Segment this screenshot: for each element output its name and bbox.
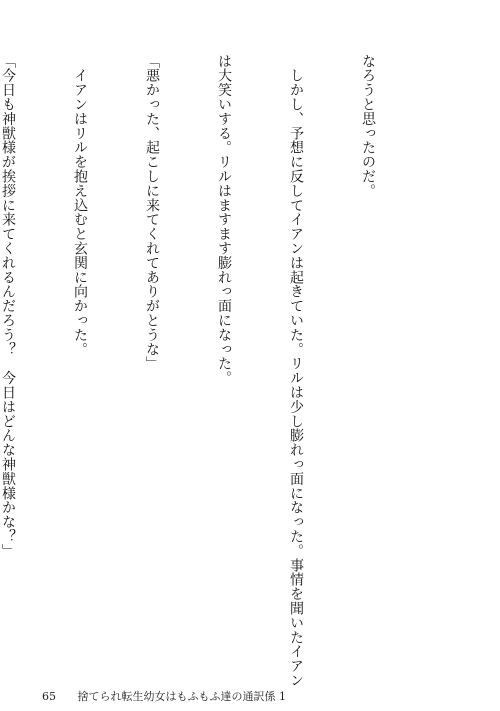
text-line: しかし、予想に反してイアンは起きていた。リルは少し膨れっ面になった。事情を聞いたイアン: [288, 54, 304, 688]
text-line: イアンはリルを抱え込むと玄関に向かった。: [72, 54, 88, 357]
running-title: 捨てられ転生幼女はもふもふ達の通訳係 1: [77, 690, 286, 703]
body-text: [0, 54, 428, 688]
text-line: は大笑いする。リルはますます膨れっ面になった。: [216, 54, 232, 386]
text-line: 「今日も神獣様が挨拶に来てくれるんだろう？ 今日はどんな神獣様かな？」: [0, 54, 16, 558]
text-line: 「悪かった、起こしに来てくれてありがとうな」: [144, 54, 160, 371]
text-line: なろうと思ったのだ。: [360, 54, 376, 198]
page-number: 65: [42, 690, 56, 703]
page-footer: [42, 688, 286, 704]
